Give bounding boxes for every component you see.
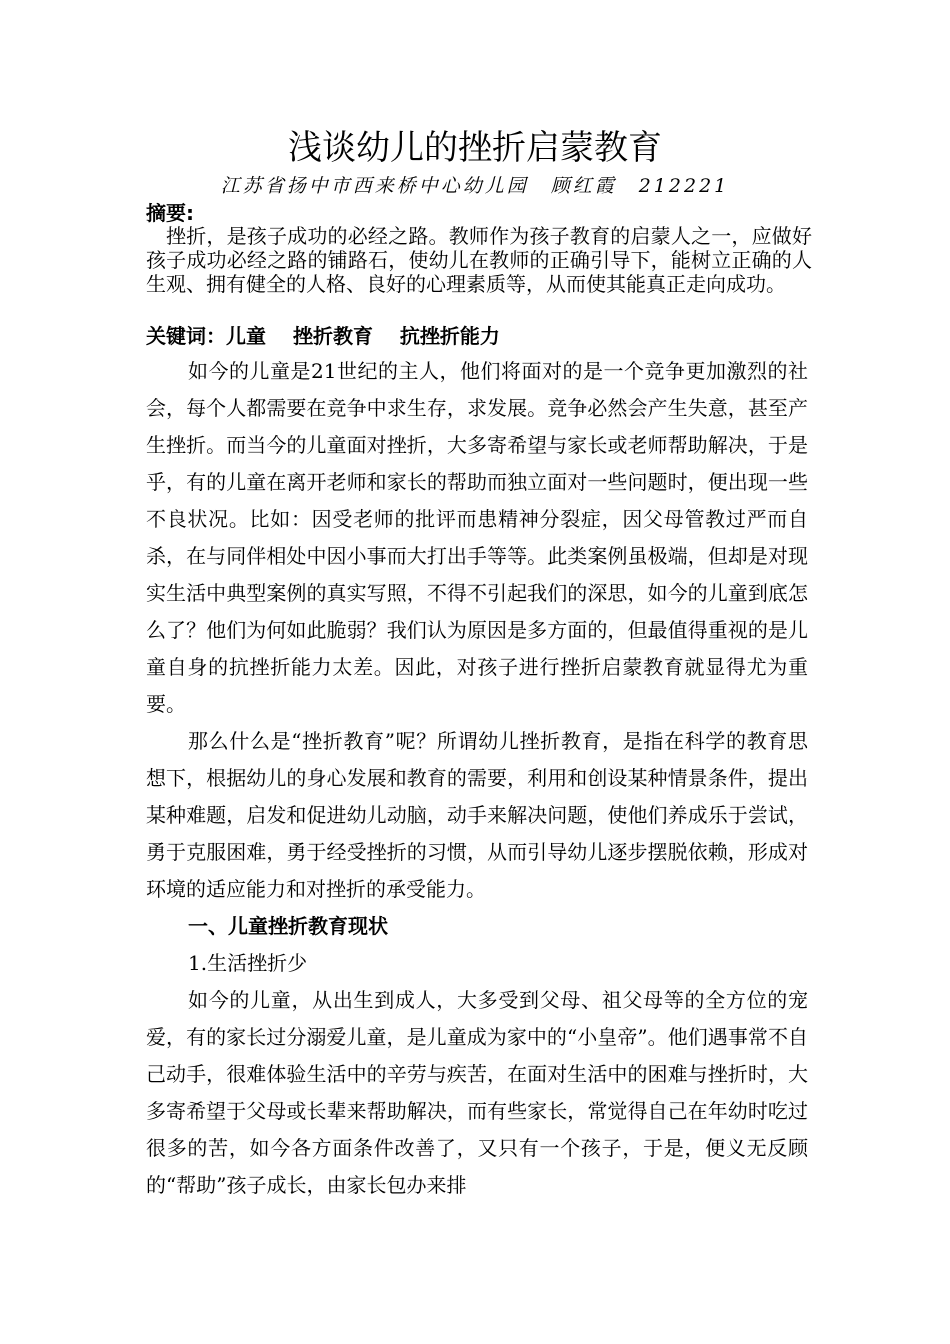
- document-body: [146, 353, 808, 1204]
- section-heading: 一、儿童挫折教育现状: [188, 914, 388, 938]
- body-paragraph: 如今的儿童是21世纪的主人，他们将面对的是一个竞争更加激烈的社会，每个人都需要在竞争中求生存，求发展。竞争必然会产生失意，甚至产生挫折。而当今的儿童面对挫折，大多寄希望与家长或老师帮助解决，于是乎，有的儿童在离开老师和家长的帮助而独立面对一些问题时，便出现一些不良状况。比如：因受老师的批评而患精神分裂症，因父母管教过严而自杀，在与同伴相处中因小事而大打出手等等。此类案例虽极端，但却是对现实生活中典型案例的真实写照，不得不引起我们的深思，如今的儿童到底怎么了？他们为何如此脆弱？我们认为原因是多方面的，但最值得重视的是儿童自身的抗挫折能力太差。因此，对孩子进行挫折启蒙教育就显得尤为重要。: [146, 359, 808, 716]
- author-line: 江苏省扬中市西来桥中心幼儿园 顾红霞 212221: [220, 175, 730, 197]
- document-title: 浅谈幼儿的挫折启蒙教育: [288, 128, 662, 168]
- body-paragraph: 那么什么是“挫折教育”呢？所谓幼儿挫折教育，是指在科学的教育思想下，根据幼儿的身心发展和教育的需要，利用和创设某种情景条件，提出某种难题，启发和促进幼儿动脑，动手来解决问题，使他们养成乐于尝试，勇于克服困难，勇于经受挫折的习惯，从而引导幼儿逐步摆脱依赖，形成对环境的适应能力和对挫折的承受能力。: [146, 729, 808, 901]
- body-paragraph: 如今的儿童，从出生到成人，大多受到父母、祖父母等的全方位的宠爱，有的家长过分溺爱儿童，是儿童成为家中的“小皇帝”。他们遇事常不自己动手，很难体验生活中的辛劳与疾苦，在面对生活中的困难与挫折时，大多寄希望于父母或长辈来帮助解决，而有些家长，常觉得自己在年幼时吃过很多的苦，如今各方面条件改善了，又只有一个孩子，于是，便义无反顾的“帮助”孩子成长，由家长包办来排: [146, 988, 808, 1197]
- abstract-heading: 摘要:: [146, 201, 194, 225]
- keywords-line: 关键词：儿童 挫折教育 抗挫折能力: [146, 324, 500, 348]
- abstract-text: 挫折，是孩子成功的必经之路。教师作为孩子教育的启蒙人之一，应做好孩子成功必经之路的铺路石，使幼儿在教师的正确引导下，能树立正确的人生观、拥有健全的人格、良好的心理素质等，从而使其能真正走向成功。: [146, 224, 812, 296]
- subsection-heading: 1.生活挫折少: [188, 951, 308, 975]
